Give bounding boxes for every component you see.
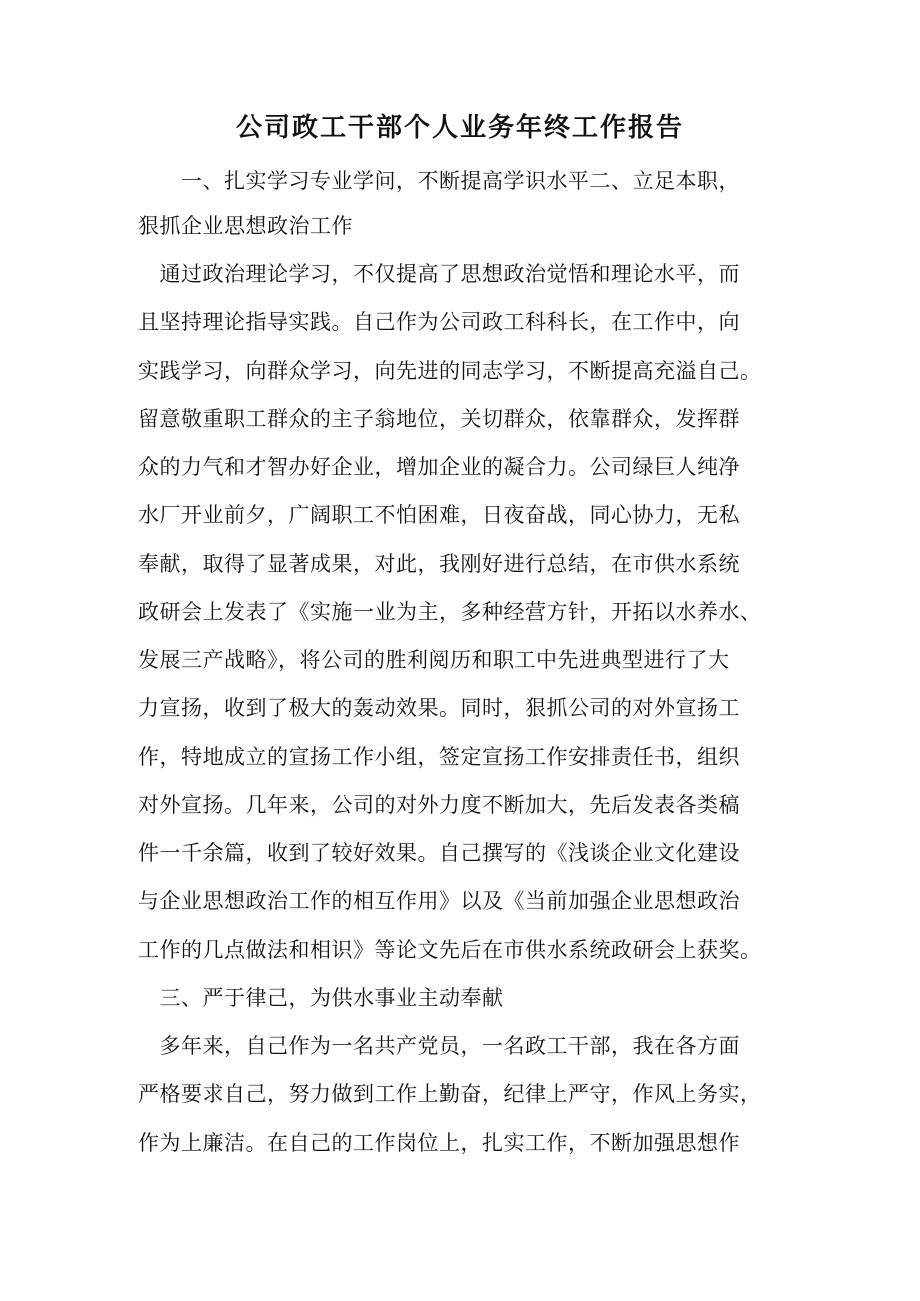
body-line: 政研会上发表了《实施一业为主，多种经营方针，开拓以水养水、 xyxy=(138,600,762,624)
body-line: 留意敬重职工群众的主子翁地位，关切群众，依靠群众，发挥群 xyxy=(138,407,740,431)
body-line: 与企业思想政治工作的相互作用》以及《当前加强企业思想政治 xyxy=(138,889,740,913)
body-line: 件一千余篇，收到了较好效果。自己撰写的《浅谈企业文化建设 xyxy=(138,841,740,865)
body-line: 众的力气和才智办好企业，增加企业的凝合力。公司绿巨人纯净 xyxy=(138,455,740,479)
section-heading: 三、严于律己，为供水事业主动奉献 xyxy=(138,986,504,1010)
document-title: 公司政工干部个人业务年终工作报告 xyxy=(235,113,684,143)
body-line: 力宣扬，收到了极大的轰动效果。同时，狠抓公司的对外宣扬工 xyxy=(138,696,740,720)
body-line: 对外宣扬。几年来，公司的对外力度不断加大，先后发表各类稿 xyxy=(138,793,740,817)
body-line: 工作的几点做法和相识》等论文先后在市供水系统政研会上获奖。 xyxy=(138,938,762,962)
body-line: 实践学习，向群众学习，向先进的同志学习，不断提高充溢自己。 xyxy=(138,359,762,383)
body-line: 水厂开业前夕，广阔职工不怕困难，日夜奋战，同心协力，无私 xyxy=(138,503,740,527)
body-line: 严格要求自己，努力做到工作上勤奋，纪律上严守，作风上务实， xyxy=(138,1082,762,1106)
body-line: 通过政治理论学习，不仅提高了思想政治觉悟和理论水平，而 xyxy=(138,262,740,286)
body-line: 且坚持理论指导实践。自己作为公司政工科科长，在工作中，向 xyxy=(138,310,740,334)
body-line: 狠抓企业思想政治工作 xyxy=(138,214,353,238)
body-line: 多年来，自己作为一名共产党员，一名政工干部，我在各方面 xyxy=(138,1034,740,1058)
body-line: 作为上廉洁。在自己的工作岗位上，扎实工作，不断加强思想作 xyxy=(138,1131,740,1155)
body-line: 奉献，取得了显著成果，对此，我刚好进行总结，在市供水系统 xyxy=(138,552,740,576)
body-line: 发展三产战略》，将公司的胜利阅历和职工中先进典型进行了大 xyxy=(138,648,730,672)
body-line: 一、扎实学习专业学问，不断提高学识水平二、立足本职， xyxy=(138,169,740,193)
body-line: 作，特地成立的宣扬工作小组，签定宣扬工作安排责任书，组织 xyxy=(138,745,740,769)
